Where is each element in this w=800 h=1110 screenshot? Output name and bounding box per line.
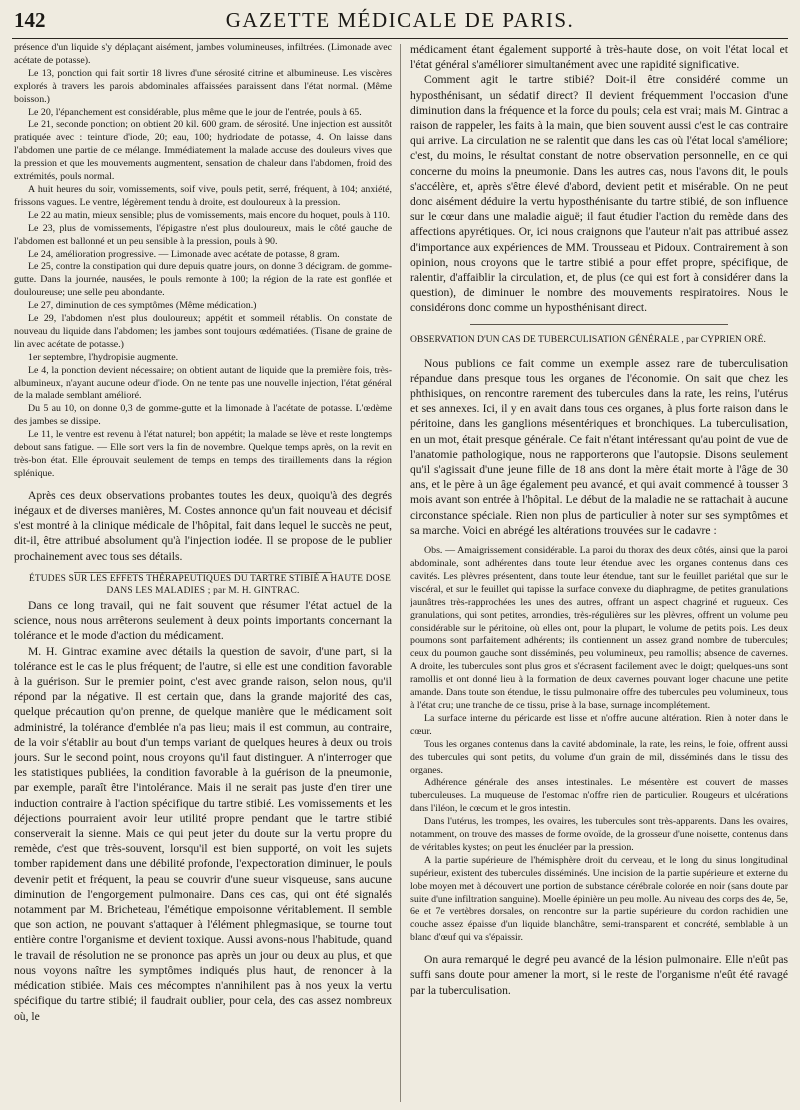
autopsy-paragraph: Dans l'utérus, les trompes, les ovaires, les tubercules sont très-apparents. Dans les ovaires, notamment, on trouve des masses de forme ovoïde, de la grosseur d'une noisette, contenus dans de véritables kystes; on peut les énucléer par la pression. bbox=[410, 816, 788, 853]
page-header bbox=[12, 6, 788, 39]
case-paragraph: Le 13, ponction qui fait sortir 18 livres d'une sérosité citrine et albumineuse. Les viscères explorés à travers les parois abdominales affaissées paraissent dans l'état normal. (Même boisson.) bbox=[14, 67, 392, 105]
right-column bbox=[410, 42, 788, 1102]
article-paragraph: M. H. Gintrac examine avec détails la question de savoir, d'une part, si la tolérance est le cas le plus fréquent; de l'autre, si elle est une condition favorable à la guérison. Sur le premier point, c'est avec grande raison, selon nous, qu'il répond par la négative. Il est certain que, dans la grande majorité des cas, quelque précaution qu'on prenne, de quelque manière que le médicament soit administré, la tolérance d'emblée n'a pas lieu; mais il est commun, au contraire, de la voir s'établir au bout d'un temps variant de quelques heures à deux ou trois jours. Sur le second point, nous croyons qu'il faut distinguer. A n'interroger que les statistiques publiées, la condition favorable à la guérison de la pneumonie, par exemple, paraît être l'intolérance. Mais il ne serait pas juste d'en tirer une induction contraire à l'action spécifique du tartre stibié. Les vomissements et les déjections pourraient avoir leur utilité propre pendant que le tartre stibié conserverait la sienne. Mais ce qui peut jeter du doute sur la vertu propre du remède, c'est que très-souvent, lorsqu'il est bien supporté, on voit les sujets tomber rapidement dans une débilité profonde, l'expectoration diminuer, le pouls devenir petit et fréquent, la peau se couvrir d'une sueur visqueuse, sans aucune diminution de l'engorgement pulmonaire. Dans ces cas, qui ont été signalés notamment par M. Bricheteau, l'émétique empoisonne véritablement. Il semble que son action, ne pouvant s'attaquer à l'élément phlegmasique, se tourne tout entière contre l'organisme et devient toxique. Aussi avons-nous l'habitude, quand le travail de résolution ne se prononce pas après un jour ou deux au plus, et que nous voyons naître les symptômes indiqués plus haut, de renoncer à la médication stibiée. Mais ces mécomptes n'annihilent pas à nos yeux la vertu spécifique du tartre stibié; il faudrait oublier, pour cela, des cas assez nombreux où, le bbox=[14, 644, 392, 1023]
article-paragraph: Dans ce long travail, qui ne fait souvent que résumer l'état actuel de la science, nous nous arrêterons seulement à deux points importants concernant la tolérance et le mode d'action du médicament. bbox=[14, 599, 392, 643]
case-paragraph: Le 24, amélioration progressive. — Limonade avec acétate de potasse, 8 gram. bbox=[28, 248, 340, 260]
autopsy-paragraph: Adhérence générale des anses intestinales. Le mésentère est couvert de masses tuberculeuses. La muqueuse de l'estomac n'offre rien de particulier. Rougeurs et ulcérations dans l'iléon, le cœcum et le gros intestin. bbox=[410, 777, 788, 815]
autopsy-paragraph: La surface interne du péricarde est lisse et n'offre aucune altération. Rien à noter dans le cœur. bbox=[410, 712, 788, 737]
autopsy-paragraph: Obs. — Amaigrissement considérable. La paroi du thorax des deux côtés, ainsi que la paroi abdominale, sont adhérentes dans toute leur étendue avec les organes contenus dans ces cavités. Les plèvres présentent, dans toute leur étendue, tant sur le feuillet pariétal que sur le viscéral, et sur le feuillet qui tapisse la surface convexe du diaphragme, de petites granulations jaunâtres très-rapprochées les unes des autres, offrant un aspect chagriné et rugueux. Ces granulations, qui sont petites, arrondies, très-régulières sur les plèvres, offrent un volume peu considérable sur le péritoine, où elles ont, pour la plupart, le volume de petits pois. Les deux poumons sont parfaitement adhérents; ils contiennent un assez grand nombre de tubercules; ceux du poumon gauche sont disséminés, peu volumineux, peu ramollis; absence de cavernes. A droite, les tubercules sont plus gros et s'écrasent facilement avec le doigt; quelques-uns sont ramollis et ont donné lieu à la formation de deux cavernes pouvant loger chacune une petite amande. Dans toute son étendue, le tissu pulmonaire offre des tubercules peu volumineux, tous à l'état cru; une tranche de ce tissu, prise à la base, surnage incomplétement. bbox=[410, 545, 788, 711]
section-title: ÉTUDES SUR LES EFFETS THÉRAPEUTIQUES DU TARTRE STIBIÉ A HAUTE DOSE DANS LES MALADIES ; par M. H. GINTRAC. bbox=[28, 573, 392, 597]
case-paragraph: Le 20, l'épanchement est considérable, plus même que le jour de l'entrée, pouls à 65. bbox=[28, 106, 362, 118]
case-paragraph: Le 27, diminution de ces symptômes (Même médication.) bbox=[28, 300, 257, 312]
case-paragraph: Le 22 au matin, mieux sensible; plus de vomissements, mais encore du hoquet, pouls à 110. bbox=[28, 209, 390, 221]
case-paragraph: Le 4, la ponction devient nécessaire; on obtient autant de liquide que la première fois, très-albumineux, n'ayant aucune odeur d'iode. On ne tente pas une nouvelle injection, l'état général de la malade semblant amélioré. bbox=[14, 364, 392, 402]
case-paragraph: Le 21, seconde ponction; on obtient 20 kil. 600 gram. de sérosité. Une injection est aussitôt pratiquée avec : teinture d'iode, 20; eau, 100; hydriodate de potasse, 4. On laisse dans l'abdomen une partie de ce mélange. Immédiatement la malade accuse des douleurs vives que la pression et que les mouvements augmentent, sensation de chaleur dans l'abdomen, froid des extrémités, pouls normal. bbox=[14, 119, 392, 183]
journal-title: GAZETTE MÉDICALE DE PARIS. bbox=[225, 8, 575, 32]
case-paragraph: présence d'un liquide s'y déplaçant aisément, jambes volumineuses, infiltrées. (Limonade avec acétate de potasse). bbox=[14, 42, 392, 66]
left-column bbox=[14, 42, 392, 1102]
summary-paragraph: Après ces deux observations probantes toutes les deux, quoiqu'à des degrés inégaux et de diverses manières, M. Costes annonce qu'un fait nouveau et décisif s'est montré à la clinique médicale de l'hôpital, fait dans lequel le succès ne peut, dit-il, être attribué absolument qu'à l'injection iodée. Il se propose de le publier prochainement avec tous ses détails. bbox=[14, 488, 392, 563]
case-paragraph: Le 23, plus de vomissements, l'épigastre n'est plus douloureux, mais le côté gauche de l'abdomen est ballonné et un peu sensible à la pression, pouls à 90. bbox=[14, 222, 392, 247]
page-number: 142 bbox=[14, 8, 46, 32]
autopsy-paragraph: Tous les organes contenus dans la cavité abdominale, la rate, les reins, le foie, offrent aussi des tubercules qui sont petits, du volume d'un grain de mil, disséminés dans le tissu des organes. bbox=[410, 738, 788, 776]
case-paragraph: 1er septembre, l'hydropisie augmente. bbox=[28, 351, 179, 363]
case-paragraph: Le 25, contre la constipation qui dure depuis quatre jours, on donne 3 décigram. de gomme-gutte. Dans la journée, nausées, le pouls remonte à 100; la région de la rate est gonflée et douloureuse; une selle peu abondante. bbox=[14, 261, 392, 299]
observation-title: OBSERVATION D'UN CAS DE TUBERCULISATION GÉNÉRALE , par CYPRIEN ORÉ. bbox=[410, 333, 766, 345]
discussion-paragraph: Comment agit le tartre stibié? Doit-il être considéré comme un hyposthénisant, un sédatif direct? Il devient fréquemment l'occasion d'une diminution dans la fréquence et la force du pouls; cela est vrai; mais M. Gintrac a raison de rappeler, les faits à la main, que bien souvent aussi c'est le cas contraire qui arrive. La circulation ne se ralentit que dans les cas où l'état local s'améliore; c'est, du moins, le résultat constant de notre observation personnelle, en ce qui concerne du moins la pneumonie. Dans les autres cas, nous l'avons dit, le pouls s'accélère, et, après s'être élevé d'abord, devient petit et misérable. On ne peut donc aisément déduire la vertu hyposthénisante du tartre stibié, de son influence sur le cœur dans une maladie aiguë; il faut étudier l'action du remède dans des affections apyrétiques. Or, ici nous craignons que l'auteur n'ait pas attribué assez d'importance aux expériences de MM. Trousseau et Pidoux. Contrairement à son opinion, nous croyons que le tartre stibié a pour effet propre, spécifique, de ralentir, d'affaiblir la circulation, et, de plus (ce qui est fort à considérer dans la question), de diminuer le nombre des mouvements respiratoires. Nous le considérons donc comme un hyposthénisant direct. bbox=[410, 73, 788, 315]
autopsy-paragraph: A la partie supérieure de l'hémisphère droit du cerveau, et le long du sinus longitudinal supérieur, existent des tubercules disséminés. Une incision de la partie supérieure et externe du lobe moyen met à découvert une portion de substance cérébrale colorée en noir (sans doute par suite d'une infiltration sanguine). Moelle épinière un peu molle. Au niveau des corps des 4e, 5e, 6e et 7e vertèbres dorsales, on rencontre sur la partie supérieure du cordon rachidien une couche assez épaisse d'un liquide blanchâtre, semi-transparent et concrété, semblable à un blanc d'œuf qui va s'épaissir. bbox=[410, 854, 788, 944]
section-rule bbox=[470, 324, 728, 325]
case-paragraph: Du 5 au 10, on donne 0,3 de gomme-gutte et la limonade à l'acétate de potasse. L'œdème des jambes se dissipe. bbox=[14, 403, 392, 428]
case-paragraph: A huit heures du soir, vomissements, soif vive, pouls petit, serré, fréquent, à 104; anxiété, frissons vagues. Le ventre, légèrement tendu à droite, est douloureux à la pression. bbox=[14, 183, 392, 208]
intro-paragraph: Nous publions ce fait comme un exemple assez rare de tuberculisation répandue dans presque tous les organes de l'économie. On sait que chez les phthisiques, on rencontre rarement des tubercules dans la rate, les reins, l'utérus et ses annexes. Ici, il y en avait dans tous ces organes, à plus forte raison dans le péritoine, dans les ganglions mésentériques et bronchiques. La tuberculisation, en un mot, était presque générale. Ce fait n'étant intéressant qu'au point de vue de l'anatomie pathologique, nous ne rapporterons que l'autopsie. Disons seulement qu'il s'agissait d'une jeune fille de 18 ans dont la mère était morte à l'âge de 30 ans, et le père à un âge également peu avancé, et qui avait commencé à tousser 3 mois avant son entrée à l'hôpital. Le début de la maladie ne se rattachait à aucune circonstance spéciale. Rien non plus de particulier à noter sur ses symptômes et sa marche. Voici en abrégé les altérations trouvées sur le cadavre : bbox=[410, 356, 788, 537]
column-divider bbox=[400, 44, 401, 1102]
closing-paragraph: On aura remarqué le degré peu avancé de la lésion pulmonaire. Elle n'eût pas suffi sans doute pour amener la mort, si le reste de l'organisme n'eût été ravagé par la tuberculisation. bbox=[410, 953, 788, 997]
case-paragraph: Le 11, le ventre est revenu à l'état naturel; bon appétit; la malade se lève et reste longtemps debout sans fatigue. — Elle sort vers la fin de novembre. Quelque temps après, on la revit en très-bon état. Elle éprouvait seulement de temps en temps des tiraillements dans la région splénique. bbox=[14, 429, 392, 479]
case-paragraph: Le 29, l'abdomen n'est plus douloureux; appétit et sommeil rétablis. On constate de nouveau du liquide dans l'abdomen; les jambes sont toujours œdématiées. (Tisane de graine de lin avec acétate de potasse.) bbox=[14, 313, 392, 350]
continuation-paragraph: médicament étant également supporté à très-haute dose, on voit l'état local et l'état général s'améliorer simultanément avec une rapidité significative. bbox=[410, 43, 788, 72]
